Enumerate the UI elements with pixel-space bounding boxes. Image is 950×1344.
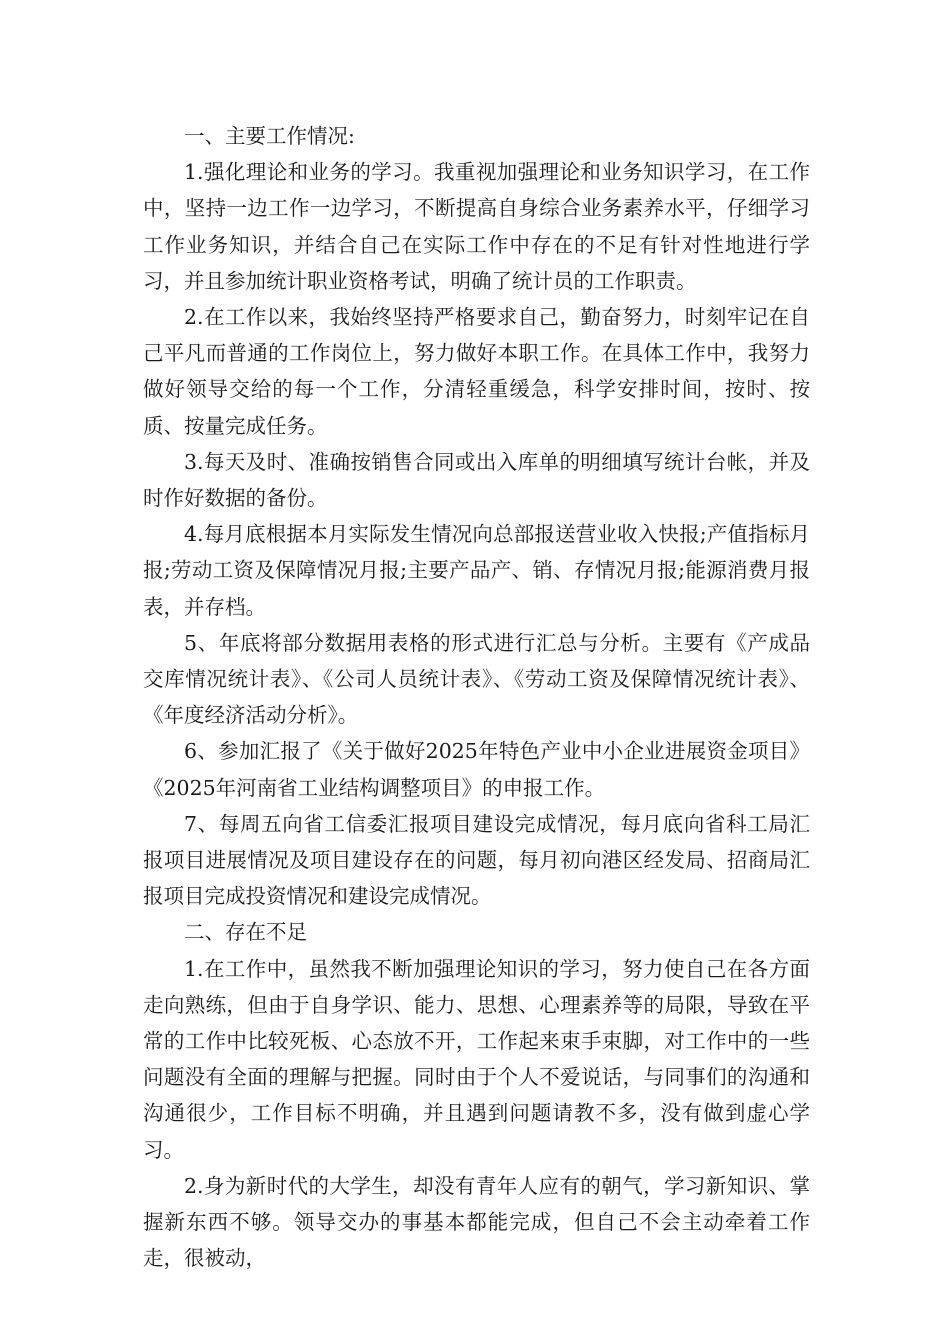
paragraph-strict-requirements: 2.在工作以来，我始终坚持严格要求自己，勤奋努力，时刻牢记在自己平凡而普通的工作岗位上，努力做好本职工作。在具体工作中，我努力做好领导交给的每一个工作，分清轻重缓急，科学安排时间，按时、按质、按量完成任务。 [143, 305, 810, 438]
paragraph-shortcoming-1: 1.在工作中，虽然我不断加强理论知识的学习，努力使自己在各方面走向熟练，但由于自身学识、能力、思想、心理素养等的局限，导致在平常的工作中比较死板、心态放不开，工作起来束手束脚，对工作中的一些问题没有全面的理解与把握。同时由于个人不爱说话，与同事们的沟通和沟通很少，工作目标不明确，并且遇到问题请教不多，没有做到虚心学习。 [143, 956, 810, 1162]
paragraph-shortcoming-2: 2.身为新时代的大学生，却没有青年人应有的朝气，学习新知识、掌握新东西不够。领导交办的事基本都能完成，但自己不会主动牵着工作走，很被动， [143, 1173, 810, 1271]
paragraph-project-reporting: 6、参加汇报了《关于做好2025年特色产业中小企业进展资金项目》《2025年河南省工业结构调整项目》的申报工作。 [143, 739, 810, 800]
paragraph-year-end-analysis: 5、年底将部分数据用表格的形式进行汇总与分析。主要有《产成品交库情况统计表》、《公司人员统计表》、《劳动工资及保障情况统计表》、《年度经济活动分析》。 [143, 630, 810, 728]
paragraph-monthly-reports: 4.每月底根据本月实际发生情况向总部报送营业收入快报;产值指标月报;劳动工资及保障情况月报;主要产品产、销、存情况月报;能源消费月报表，并存档。 [143, 522, 810, 619]
section-heading-main-work: 一、主要工作情况: [184, 124, 355, 148]
paragraph-weekly-reporting: 7、每周五向省工信委汇报项目建设完成情况，每月底向省科工局汇报项目进展情况及项目建设存在的问题，每月初向港区经发局、招商局汇报项目完成投资情况和建设完成情况。 [143, 811, 810, 909]
paragraph-study: 1.强化理论和业务的学习。我重视加强理论和业务知识学习，在工作中，坚持一边工作一边学习，不断提高自身综合业务素养水平，仔细学习工作业务知识，并结合自己在实际工作中存在的不足有针对性地进行学习，并且参加统计职业资格考试，明确了统计员的工作职责。 [143, 160, 810, 293]
document-page [143, 118, 810, 1277]
section-heading-shortcomings: 二、存在不足 [184, 920, 307, 945]
paragraph-daily-records: 3.每天及时、准确按销售合同或出入库单的明细填写统计台帐，并及时作好数据的备份。 [143, 449, 810, 511]
